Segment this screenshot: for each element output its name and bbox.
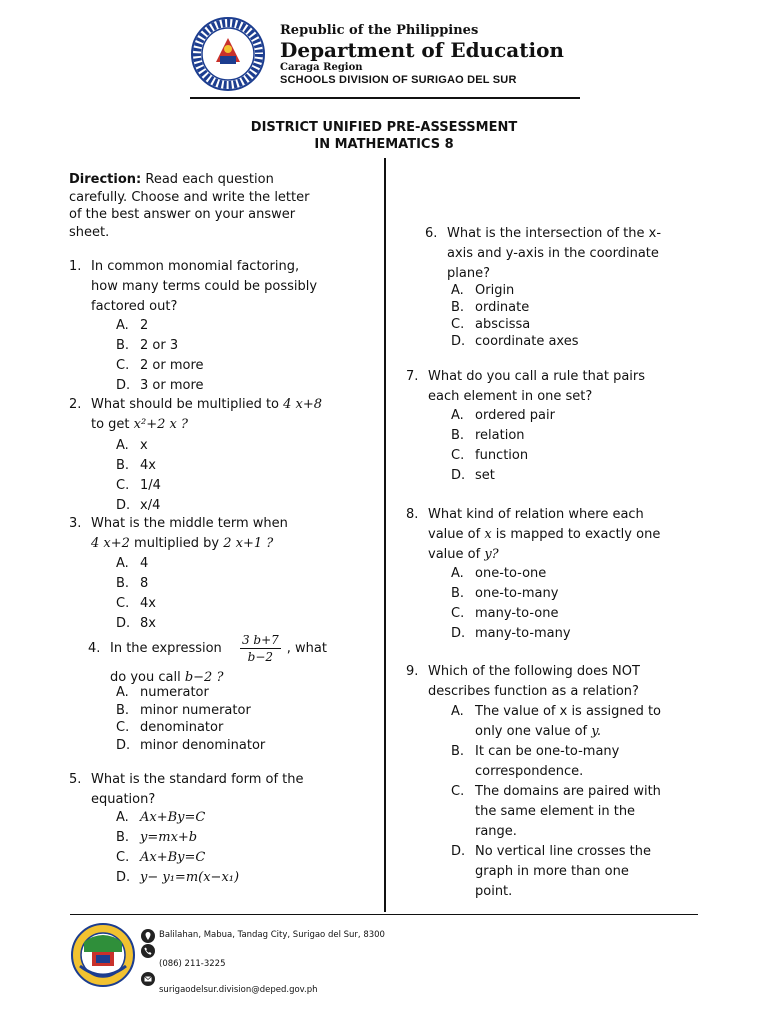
location-icon <box>141 929 155 943</box>
phone-icon <box>141 944 155 958</box>
question-6: 6. What is the intersection of the x- axis and y-axis in the coordinate plane? <box>425 226 662 281</box>
question-1-options: A. 2 B. 2 or 3 C. 2 or more D. 3 or more <box>116 318 204 393</box>
question-7: 7. What do you call a rule that pairs each element in one set? <box>406 369 646 404</box>
question-9-options: A. The value of x is assigned to only one value of y. B. It can be one-to-many correspondence. C. The domains are paired with the same element in the range. D. No vertical line crosses the graph in more than one point. <box>451 704 662 899</box>
question-8-options: A. one-to-one B. one-to-many C. many-to-one D. many-to-many <box>451 566 571 641</box>
division-logo <box>70 922 136 988</box>
question-4: 4. In the expression $\frac{3 b+7}{b-2}$ , what <box>88 633 327 664</box>
question-4-line2: do you call b−2 ? <box>110 670 224 685</box>
direction-l3: of the best answer on your answer <box>69 207 296 222</box>
header-republic: Republic of the Philippines <box>280 23 479 38</box>
header-department: Department of Education <box>280 38 564 62</box>
footer-rule <box>70 914 698 915</box>
header-division: SCHOOLS DIVISION OF SURIGAO DEL SUR <box>280 74 517 86</box>
question-3: 3. What is the middle term when 4 x+2 multiplied by 2 x+1 ? <box>69 516 288 551</box>
title-line2: IN MATHEMATICS 8 <box>314 137 454 152</box>
question-9: 9. Which of the following does NOT describes function as a relation? <box>406 664 640 699</box>
direction-label: Direction: <box>69 172 142 187</box>
deped-seal <box>190 16 266 92</box>
header-rule <box>190 97 580 99</box>
question-4-options: A. numerator B. minor numerator C. denominator D. minor denominator <box>116 685 266 753</box>
footer-address: Balilahan, Mabua, Tandag City, Surigao del Sur, 8300 <box>159 930 385 940</box>
footer-email: surigaodelsur.division@deped.gov.ph <box>159 985 318 995</box>
title-line1: DISTRICT UNIFIED PRE-ASSESSMENT <box>250 120 518 135</box>
question-1: 1. In common monomial factoring, how many terms could be possibly factored out? <box>69 259 318 314</box>
question-7-options: A. ordered pair B. relation C. function D. set <box>451 408 555 483</box>
column-divider <box>384 158 386 912</box>
direction <box>69 171 369 241</box>
question-2-options: A. x B. 4x C. 1/4 D. x/4 <box>116 438 161 513</box>
question-2: 2. What should be multiplied to 4 x+8 to get x²+2 x ? <box>69 397 323 432</box>
question-5: 5. What is the standard form of the equation? <box>69 772 304 807</box>
direction-l2: carefully. Choose and write the letter <box>69 189 310 205</box>
header-region: Caraga Region <box>280 62 363 73</box>
fraction: $\frac{3 b+7}{b-2}$ <box>241 633 279 664</box>
direction-l4: sheet. <box>69 224 110 240</box>
email-icon <box>141 972 155 986</box>
question-8: 8. What kind of relation where each value of x is mapped to exactly one value of y? <box>406 507 661 562</box>
direction-l1: Read each question <box>145 172 274 187</box>
question-3-options: A. 4 B. 8 C. 4x D. 8x <box>116 556 156 631</box>
footer-phone: (086) 211-3225 <box>159 959 226 969</box>
question-5-options: A. Ax+By=C B. y=mx+b C. Ax+By=C D. y− y₁=m(x−x₁) <box>116 810 240 885</box>
question-6-options: A. Origin B. ordinate C. abscissa D. coordinate axes <box>451 283 579 349</box>
